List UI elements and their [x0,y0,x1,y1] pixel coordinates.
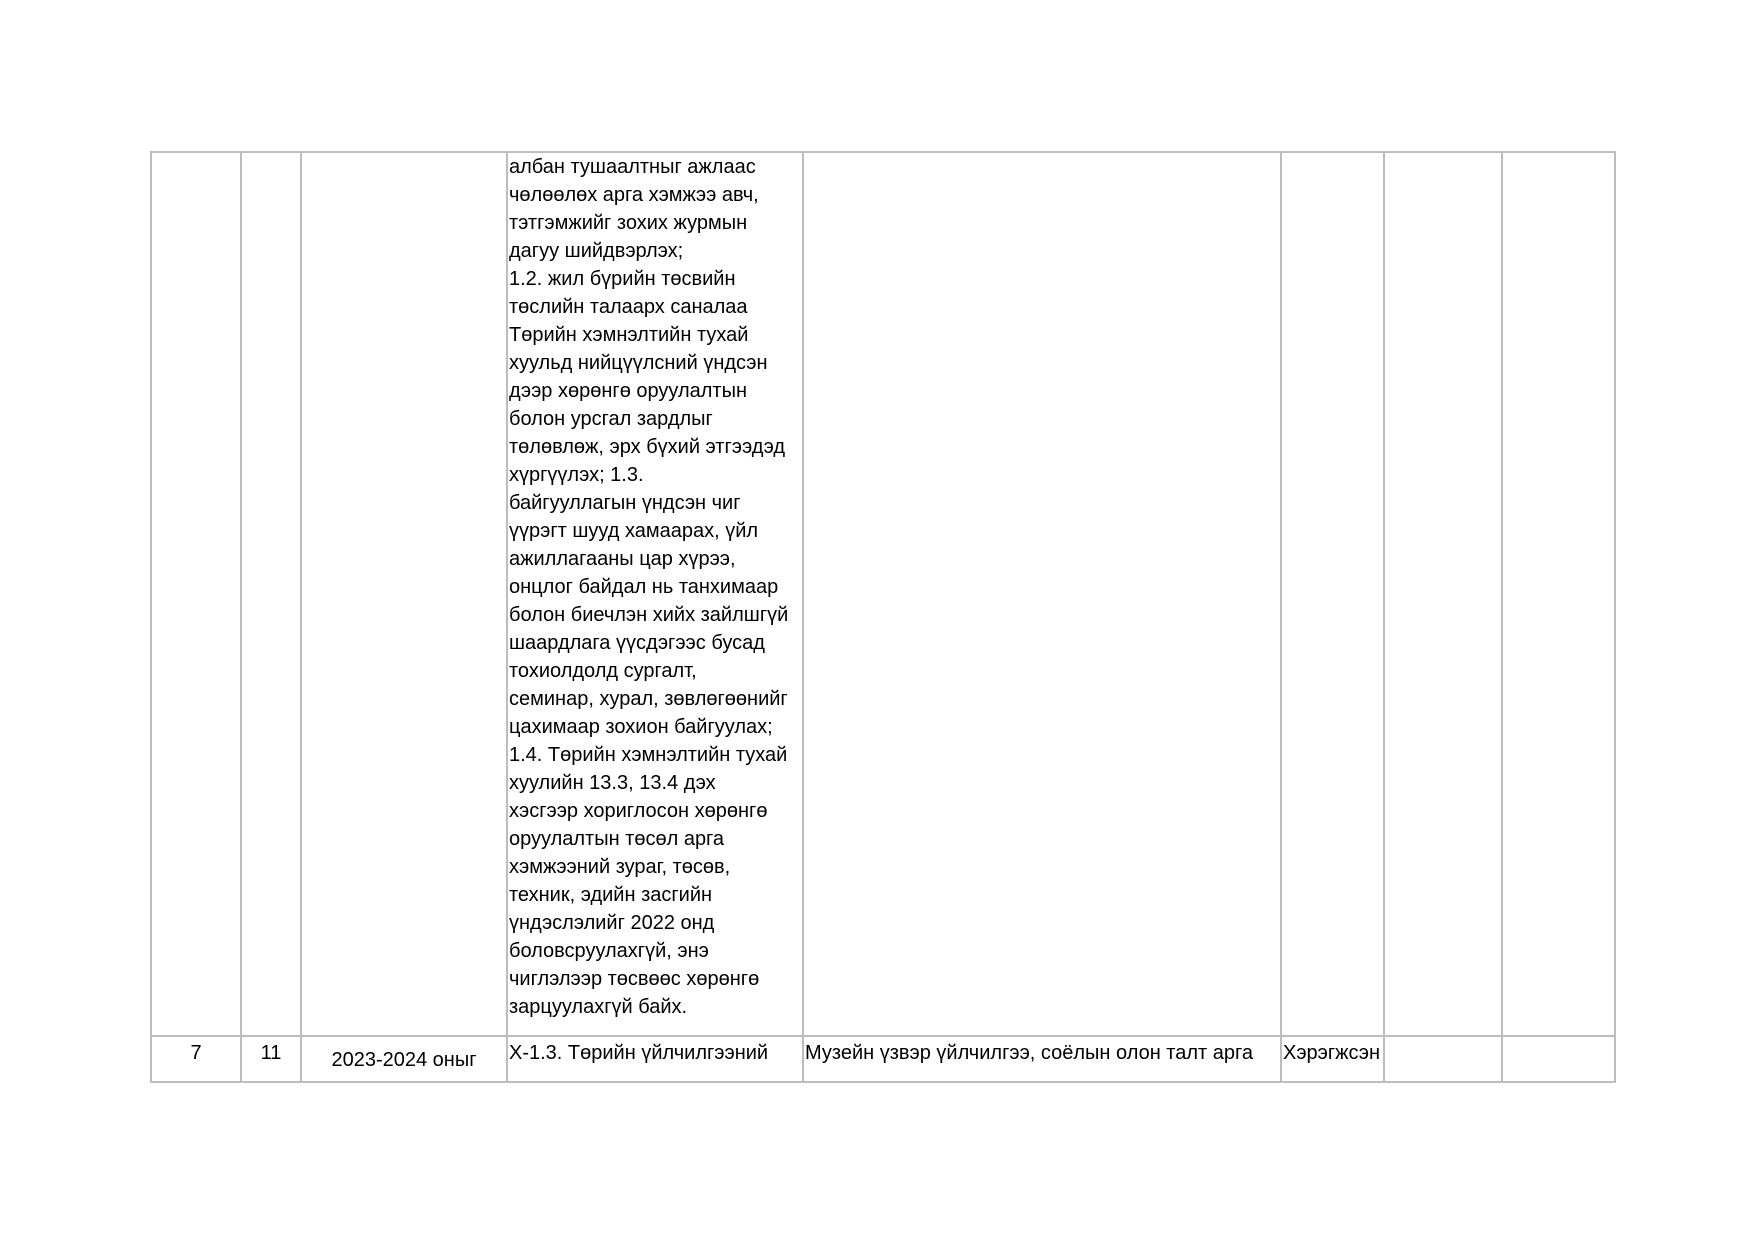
cell-number [151,1036,241,1082]
row-measure: Х-1.3. Төрийн үйлчилгээний [509,1042,769,1064]
table-row-continuation [151,152,1615,1036]
cell-index [241,1036,301,1082]
cell-extra-2 [1502,152,1615,1036]
row-number: 7 [190,1042,202,1064]
table-row-7 [151,1036,1615,1082]
row-implementation: Музейн үзвэр үйлчилгээ, соёлын олон талт арга [805,1042,1253,1064]
cell-index [241,152,301,1036]
cell-period [301,152,507,1036]
cell-measure-description [507,1036,803,1082]
cell-extra-2 [1502,1036,1615,1082]
cell-implementation [803,152,1281,1036]
cell-status [1281,1036,1384,1082]
measure-description-text: албан тушаалтныг ажлаас чөлөөлөх арга хэмжээ авч, тэтгэмжийг зохих журмын дагуу шийдвэрлэх; 1.2. жил бүрийн төсвийн төслийн талаарх саналаа Төрийн хэмнэлтийн тухай хуульд нийцүүлсний үндсэн дээр хөрөнгө оруулалтын болон урсгал зардлыг төлөвлөж, эрх бүхий этгээдэд хүргүүлэх; 1.3. байгууллагын үндсэн чиг үүрэгт шууд хамаарах, үйл ажиллагааны цар хүрээ, онцлог байдал нь танхимаар болон биечлэн хийх зайлшгүй шаардлага үүсдэгээс бусад тохиолдолд сургалт, семинар, хурал, зөвлөгөөнийг цахимаар зохион байгуулах; 1.4. Төрийн хэмнэлтийн тухай хуулийн 13.3, 13.4 дэх хэсгээр хориглосон хөрөнгө оруулалтын төсөл арга хэмжээний зураг, төсөв, техник, эдийн засгийн үндэслэлийг 2022 онд боловсруулахгүй, энэ чиглэлээр төсвөөс хөрөнгө зарцуулахгүй байх. [509,156,789,1018]
row-status: Хэрэгжсэн [1283,1042,1381,1064]
cell-period [301,1036,507,1082]
cell-extra-1 [1384,1036,1502,1082]
cell-status [1281,152,1384,1036]
cell-number [151,152,241,1036]
cell-extra-1 [1384,152,1502,1036]
cell-measure-description [507,152,803,1036]
cell-implementation [803,1036,1281,1082]
row-period: 2023-2024 оныг [331,1049,477,1071]
row-index: 11 [260,1042,282,1064]
report-table [150,151,1616,1083]
